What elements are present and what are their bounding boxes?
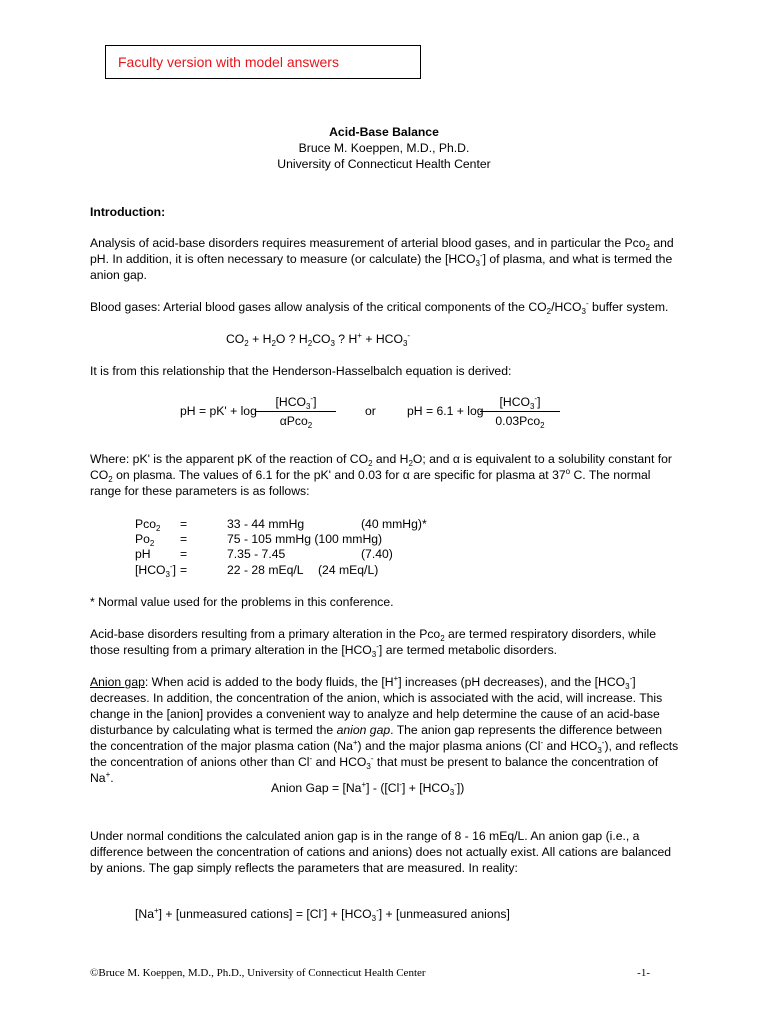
document-title: Acid-Base Balance bbox=[329, 125, 439, 139]
hh-eq2-lhs: pH = 6.1 + log bbox=[407, 404, 484, 418]
page-footer bbox=[90, 965, 680, 981]
banner-text: Faculty version with model answers bbox=[118, 54, 339, 70]
paragraph-constants: Where: pK' is the apparent pK of the reaction of $CO_2$ and $H_2O$; and α is equivalent to a solubility constant for $CO_2$ on plasma. The values of 6.1 for the pK' and 0.03 for α are specific for plasma at 37$^o$ C. The normal range for these parameters is as follows: bbox=[90, 452, 672, 498]
paragraph-intro: Analysis of acid-base disorders requires measurement of arterial blood gases, and in particular the Pco$_2$ and pH. In addition, it is often necessary to measure (or calculate) the $[HCO_3^-]$ of plasma, and what is termed the anion gap. bbox=[90, 236, 674, 282]
paragraph-anion-gap: Anion gap: When acid is added to the body fluids, the [H+] increases (pH decreases), and the $[HCO_3^-]$ decreases. In addition, the concentration of the anion, which is associated with the acid, will increase. This change in the [anion] provides a convenient way to analyze and help determine the cause of an acid-base disturbance by calculating what is termed the anion gap. The anion gap represents the difference between the concentration of the major plasma cation (Na+) and the major plasma anions (Cl- and $HCO_3^-$), and reflects the concentration of anions other than Cl- and $HCO_3^-$ that must be present to balance the concentration of Na+. bbox=[90, 674, 679, 785]
electroneutrality-equation: [Na+] + [unmeasured cations] = $[Cl^-] + [HCO_3^-]$ + [unmeasured anions] bbox=[135, 906, 510, 923]
footer-copyright: ©Bruce M. Koeppen, M.D., Ph.D., University of Connecticut Health Center bbox=[90, 967, 426, 979]
hh-eq1-lhs: pH = pK' + log bbox=[180, 404, 257, 418]
or-text: or bbox=[365, 404, 376, 418]
buffer-reaction-equation: $CO_2 + H_2O$ ? $H_2CO_3$ ? $H^+ + HCO_3^-$ bbox=[226, 331, 411, 348]
affiliation: University of Connecticut Health Center bbox=[277, 157, 491, 171]
footnote: * Normal value used for the problems in this conference. bbox=[90, 595, 394, 609]
page-number: -1- bbox=[637, 967, 650, 979]
hh-eq1-fraction: $[HCO_3^-]$ αPco$_2$ bbox=[256, 394, 336, 429]
paragraph-disorders: Acid-base disorders resulting from a primary alteration in the Pco$_2$ are termed respiratory disorders, while those resulting from a primary alteration in the $[HCO_3^-]$ are termed metabolic disorders. bbox=[90, 627, 657, 659]
hh-eq2-fraction: $[HCO_3^-]$ 0.03Pco$_2$ bbox=[480, 394, 560, 429]
paragraph-normal-anion-gap: Under normal conditions the calculated anion gap is in the range of 8 - 16 mEq/L. An anion gap (i.e., a difference between the concentration of cations and anions) does not actually exist. All cations are balanced by anions. The gap simply reflects the parameters that are measured. In reality: bbox=[90, 829, 672, 875]
paragraph-hh-intro: It is from this relationship that the Henderson-Hasselbalch equation is derived: bbox=[90, 364, 512, 378]
section-heading-introduction: Introduction: bbox=[90, 205, 166, 219]
anion-gap-term: Anion gap bbox=[90, 675, 145, 689]
author: Bruce M. Koeppen, M.D., Ph.D. bbox=[298, 141, 470, 155]
faculty-banner bbox=[105, 45, 421, 79]
anion-gap-equation: Anion Gap = $[Na^+] - ([Cl^-] + [HCO_3^-])$ bbox=[271, 780, 465, 797]
paragraph-blood-gases: Blood gases: Arterial blood gases allow analysis of the critical components of the $CO_2/HCO_3^-$ buffer system. bbox=[90, 299, 669, 316]
